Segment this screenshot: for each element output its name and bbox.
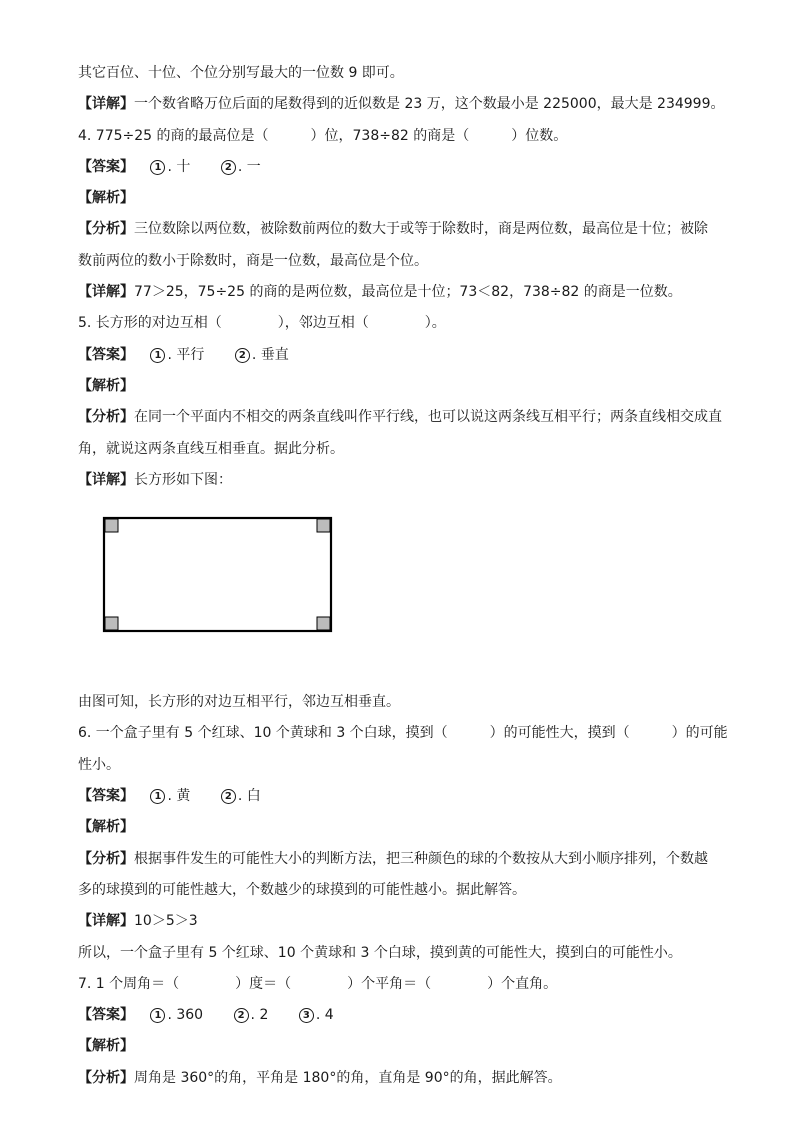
answer-row-q5	[78, 340, 724, 371]
text-line	[78, 402, 724, 433]
answer-tag: 【答案】	[78, 158, 134, 175]
fenxi-text: 周角是 360°的角，平角是 180°的角，直角是 90°的角，据此解答。	[134, 1069, 562, 1086]
document-page	[78, 58, 728, 1094]
xiangjie-text: 一个数省略万位后面的尾数得到的近似数是 23 万，这个数最小是 225000，最大是 234999。	[134, 96, 725, 113]
answer-value: 2	[259, 1007, 269, 1024]
text-line: 由图可知，长方形的对边互相平行，邻边互相垂直。	[78, 694, 400, 711]
answer-item: 2 . 白	[221, 781, 261, 812]
rectangle-figure	[78, 496, 724, 687]
fenxi-text: 在同一个平面内不相交的两条直线叫作平行线，也可以说这两条线互相平行；两条直线相交成直	[134, 409, 722, 426]
answer-item: 1 . 十	[150, 152, 190, 183]
circled-number: 3	[299, 1008, 314, 1023]
xiangjie-tag: 【详解】	[78, 284, 134, 301]
analysis-tag: 【解析】	[78, 377, 134, 394]
answer-row-q7	[78, 1000, 724, 1031]
xiangjie-text: 77＞25，75÷25 的商的是两位数，最高位是十位；73＜82，738÷82 的商是一位数。	[134, 284, 682, 301]
answer-value: 十	[176, 158, 191, 175]
fenxi-text: 三位数除以两位数，被除数前两位的数大于或等于除数时，商是两位数，最高位是十位；被除	[134, 221, 708, 238]
answer-item: 1 . 360	[150, 1000, 203, 1031]
circled-number: 2	[235, 348, 250, 363]
answer-item: 2 . 2	[234, 1000, 269, 1031]
text-line	[78, 465, 724, 496]
answer-value: 4	[324, 1007, 334, 1024]
fenxi-tag: 【分析】	[78, 409, 134, 426]
answer-value: 黄	[176, 788, 191, 805]
right-angle-mark	[317, 617, 330, 630]
answer-row-q4	[78, 152, 724, 183]
answer-item: 1 . 黄	[150, 781, 190, 812]
xiangjie-text: 长方形如下图：	[134, 471, 232, 488]
circled-number: 1	[150, 1008, 165, 1023]
answer-value: 360	[176, 1007, 204, 1024]
circled-number: 2	[221, 789, 236, 804]
text-line: 其它百位、十位、个位分别写最大的一位数 9 即可。	[78, 65, 404, 81]
circled-number: 1	[150, 789, 165, 804]
answer-item: 2 . 一	[221, 152, 261, 183]
answer-item: 3 . 4	[299, 1000, 334, 1031]
fenxi-tag: 【分析】	[78, 1069, 134, 1086]
text-line: 多的球摸到的可能性越大，个数越少的球摸到的可能性越小。据此解答。	[78, 881, 526, 898]
xiangjie-tag: 【详解】	[78, 471, 134, 488]
answer-row-q6	[78, 781, 724, 812]
circled-number: 2	[221, 160, 236, 175]
xiangjie-tag: 【详解】	[78, 96, 134, 113]
text-line	[78, 906, 724, 937]
text-line	[78, 844, 724, 875]
fenxi-text: 根据事件发生的可能性大小的判断方法，把三种颜色的球的个数按从大到小顺序排列，个数越	[134, 850, 708, 867]
analysis-tag: 【解析】	[78, 819, 134, 836]
answer-tag: 【答案】	[78, 788, 134, 805]
analysis-tag: 【解析】	[78, 1038, 134, 1055]
text-line	[78, 1063, 724, 1094]
question-5: 5. 长方形的对边互相（ ），邻边互相（ ）。	[78, 315, 446, 332]
right-angle-mark	[105, 519, 118, 532]
text-line	[78, 214, 724, 245]
question-7: 7. 1 个周角＝（ ）度＝（ ）个平角＝（ ）个直角。	[78, 975, 558, 992]
answer-value: 白	[246, 788, 261, 805]
answer-value: 平行	[176, 346, 205, 363]
answer-tag: 【答案】	[78, 1007, 134, 1024]
question-6: 6. 一个盒子里有 5 个红球、10 个黄球和 3 个白球，摸到（ ）的可能性大，摸到（ ）的可能	[78, 725, 728, 742]
question-4: 4. 775÷25 的商的最高位是（ ）位，738÷82 的商是（ ）位数。	[78, 127, 568, 144]
fenxi-tag: 【分析】	[78, 221, 134, 238]
text-line: 所以，一个盒子里有 5 个红球、10 个黄球和 3 个白球，摸到黄的可能性大，摸到白的可能性小。	[78, 944, 682, 961]
circled-number: 1	[150, 160, 165, 175]
rectangle-diagram	[102, 516, 336, 636]
answer-value: 垂直	[260, 346, 289, 363]
text-line	[78, 89, 724, 120]
fenxi-tag: 【分析】	[78, 850, 134, 867]
right-angle-mark	[105, 617, 118, 630]
answer-value: 一	[246, 158, 261, 175]
answer-item: 2 . 垂直	[235, 340, 289, 371]
circled-number: 1	[150, 348, 165, 363]
xiangjie-tag: 【详解】	[78, 913, 134, 930]
text-line: 角，就说这两条直线互相垂直。据此分析。	[78, 440, 344, 457]
circled-number: 2	[234, 1008, 249, 1023]
answer-tag: 【答案】	[78, 346, 134, 363]
xiangjie-text: 10＞5＞3	[134, 913, 198, 930]
answer-item: 1 . 平行	[150, 340, 204, 371]
text-line: 数前两位的数小于除数时，商是一位数，最高位是个位。	[78, 252, 428, 269]
analysis-tag: 【解析】	[78, 190, 134, 207]
text-line	[78, 277, 724, 308]
question-6-cont: 性小。	[78, 756, 120, 773]
right-angle-mark	[317, 519, 330, 532]
rectangle-outline	[104, 518, 331, 631]
